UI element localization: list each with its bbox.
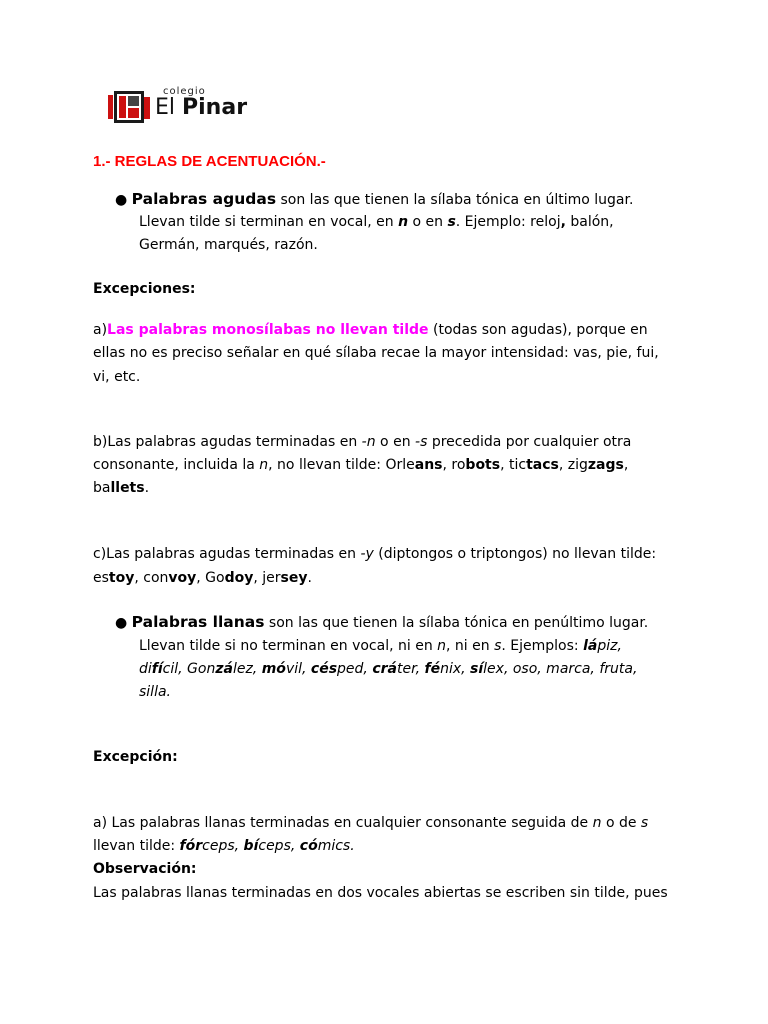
logo-title	[155, 94, 247, 122]
exc-ll-line2: llevan tilde: fórceps, bíceps, cómics.	[93, 838, 355, 854]
section-heading: 1.- REGLAS DE ACENTUACIÓN.-	[93, 153, 326, 170]
bullet-llanas	[115, 611, 675, 635]
exc-c-line1: c)Las palabras agudas terminadas en -y (diptongos o triptongos) no llevan tilde:	[93, 546, 657, 562]
agudas-line3: Germán, marqués, razón.	[139, 237, 318, 253]
llanas-line1: son las que tienen la sílaba tónica en penúltimo lugar.	[264, 615, 649, 631]
logo-pinar: Pinar	[182, 95, 248, 120]
exc-a-line2: ellas no es preciso señalar en qué sílaba recae la mayor intensidad: vas, pie, fui,	[93, 345, 659, 361]
agudas-line1: son las que tienen la sílaba tónica en último lugar.	[276, 192, 634, 208]
exc-ll-line1: a) Las palabras llanas terminadas en cualquier consonante seguida de n o de s	[93, 815, 649, 831]
bullet-dot: ●	[115, 615, 128, 631]
observacion-text: Las palabras llanas terminadas en dos vocales abiertas se escriben sin tilde, pues	[93, 885, 668, 901]
bullet-dot: ●	[115, 192, 128, 208]
term-llanas: Palabras llanas	[131, 613, 265, 631]
exc-b-line1: b)Las palabras agudas terminadas en -n o en -s precedida por cualquier otra	[93, 434, 632, 450]
llanas-line4: silla.	[139, 684, 171, 700]
term-agudas: Palabras agudas	[131, 190, 277, 208]
exc-a-line3: vi, etc.	[93, 369, 141, 385]
excepcion-label: Excepción:	[93, 749, 178, 765]
exc-b-line3: ballets.	[93, 480, 150, 496]
exc-c-line2: estoy, convoy, Godoy, jersey.	[93, 570, 312, 586]
agudas-line2: Llevan tilde si terminan en vocal, en n o en s. Ejemplo: reloj, balón,	[139, 214, 614, 230]
exc-a-highlight: Las palabras monosílabas no llevan tilde	[107, 322, 429, 338]
llanas-line3: difícil, González, móvil, césped, cráter, fénix, sílex, oso, marca, fruta,	[139, 661, 638, 677]
excepciones-label: Excepciones:	[93, 281, 196, 297]
exc-b-line2: consonante, incluida la n, no llevan tilde: Orleans, robots, tictacs, zigzags,	[93, 457, 629, 473]
bullet-agudas	[115, 188, 675, 212]
observacion-label: Observación:	[93, 861, 197, 877]
logo-subtitle: colegio	[163, 86, 206, 97]
school-logo	[108, 86, 248, 126]
logo-emblem-icon	[108, 89, 152, 124]
exc-a-line1: a)Las palabras monosílabas no llevan tilde (todas son agudas), porque en	[93, 322, 648, 338]
logo-el: El	[155, 95, 176, 120]
llanas-line2: Llevan tilde si no terminan en vocal, ni en n, ni en s. Ejemplos: lápiz,	[139, 638, 622, 654]
